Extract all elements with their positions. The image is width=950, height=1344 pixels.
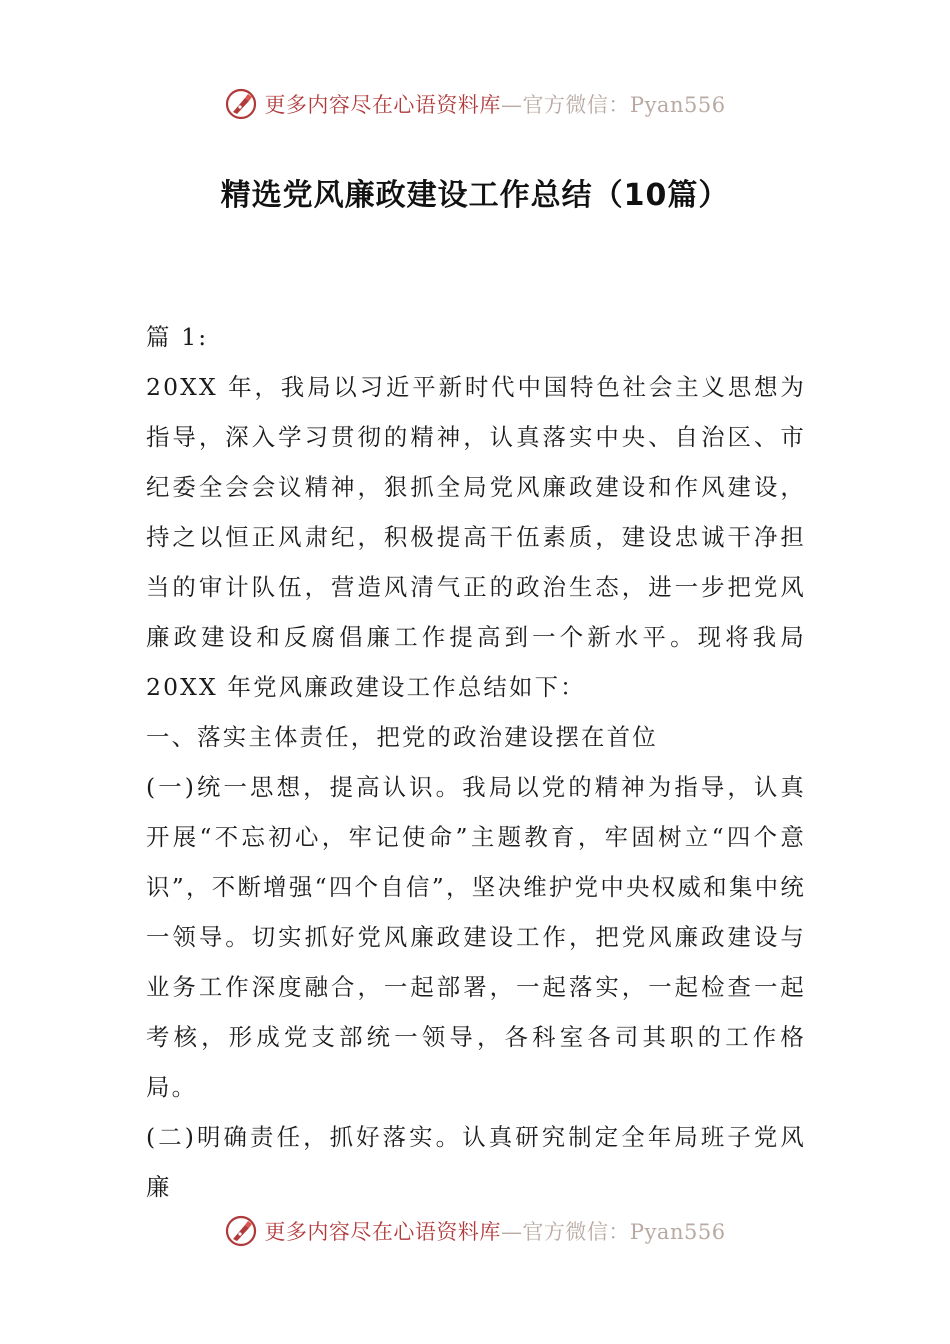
banner-main-text: 更多内容尽在心语资料库 bbox=[264, 1220, 501, 1244]
paragraph: (二)明确责任，抓好落实。认真研究制定全年局班子党风廉 bbox=[146, 1123, 806, 1201]
banner-main-text: 更多内容尽在心语资料库 bbox=[264, 93, 501, 117]
banner-content bbox=[224, 87, 725, 121]
banner-suffix-text: —官方微信：Pyan556 bbox=[500, 93, 726, 117]
header-banner bbox=[0, 84, 950, 124]
document-title: 精选党风廉政建设工作总结（10篇） bbox=[220, 178, 730, 213]
banner-content bbox=[224, 1214, 725, 1248]
banner-text bbox=[264, 1216, 725, 1246]
footer-banner bbox=[0, 1211, 950, 1251]
section-heading: 篇 1: bbox=[146, 323, 209, 351]
subsection-heading: 一、落实主体责任，把党的政治建设摆在首位 bbox=[146, 723, 658, 751]
paragraph: 20XX 年，我局以习近平新时代中国特色社会主义思想为指导，深入学习贯彻的精神，认真落实中央、自治区、市纪委全会会议精神，狠抓全局党风廉政建设和作风建设，持之以恒正风肃纪，积极提高干伍素质，建设忠诚干净担当的审计队伍，营造风清气正的政治生态，进一步把党风廉政建设和反腐倡廉工作提高到一个新水平。现将我局 20XX 年党风廉政建设工作总结如下： bbox=[146, 373, 806, 701]
pen-nib-logo-icon bbox=[224, 87, 258, 121]
paragraph: (一)统一思想，提高认识。我局以党的精神为指导，认真开展“不忘初心，牢记使命”主题教育，牢固树立“四个意识”，不断增强“四个自信”，坚决维护党中央权威和集中统一领导。切实抓好党风廉政建设工作，把党风廉政建设与业务工作深度融合，一起部署，一起落实，一起检查一起考核，形成党支部统一领导，各科室各司其职的工作格局。 bbox=[146, 773, 806, 1101]
pen-nib-logo-icon bbox=[224, 1214, 258, 1248]
banner-suffix-text: —官方微信：Pyan556 bbox=[500, 1220, 726, 1244]
document-body bbox=[146, 312, 806, 1212]
banner-text bbox=[264, 89, 725, 119]
